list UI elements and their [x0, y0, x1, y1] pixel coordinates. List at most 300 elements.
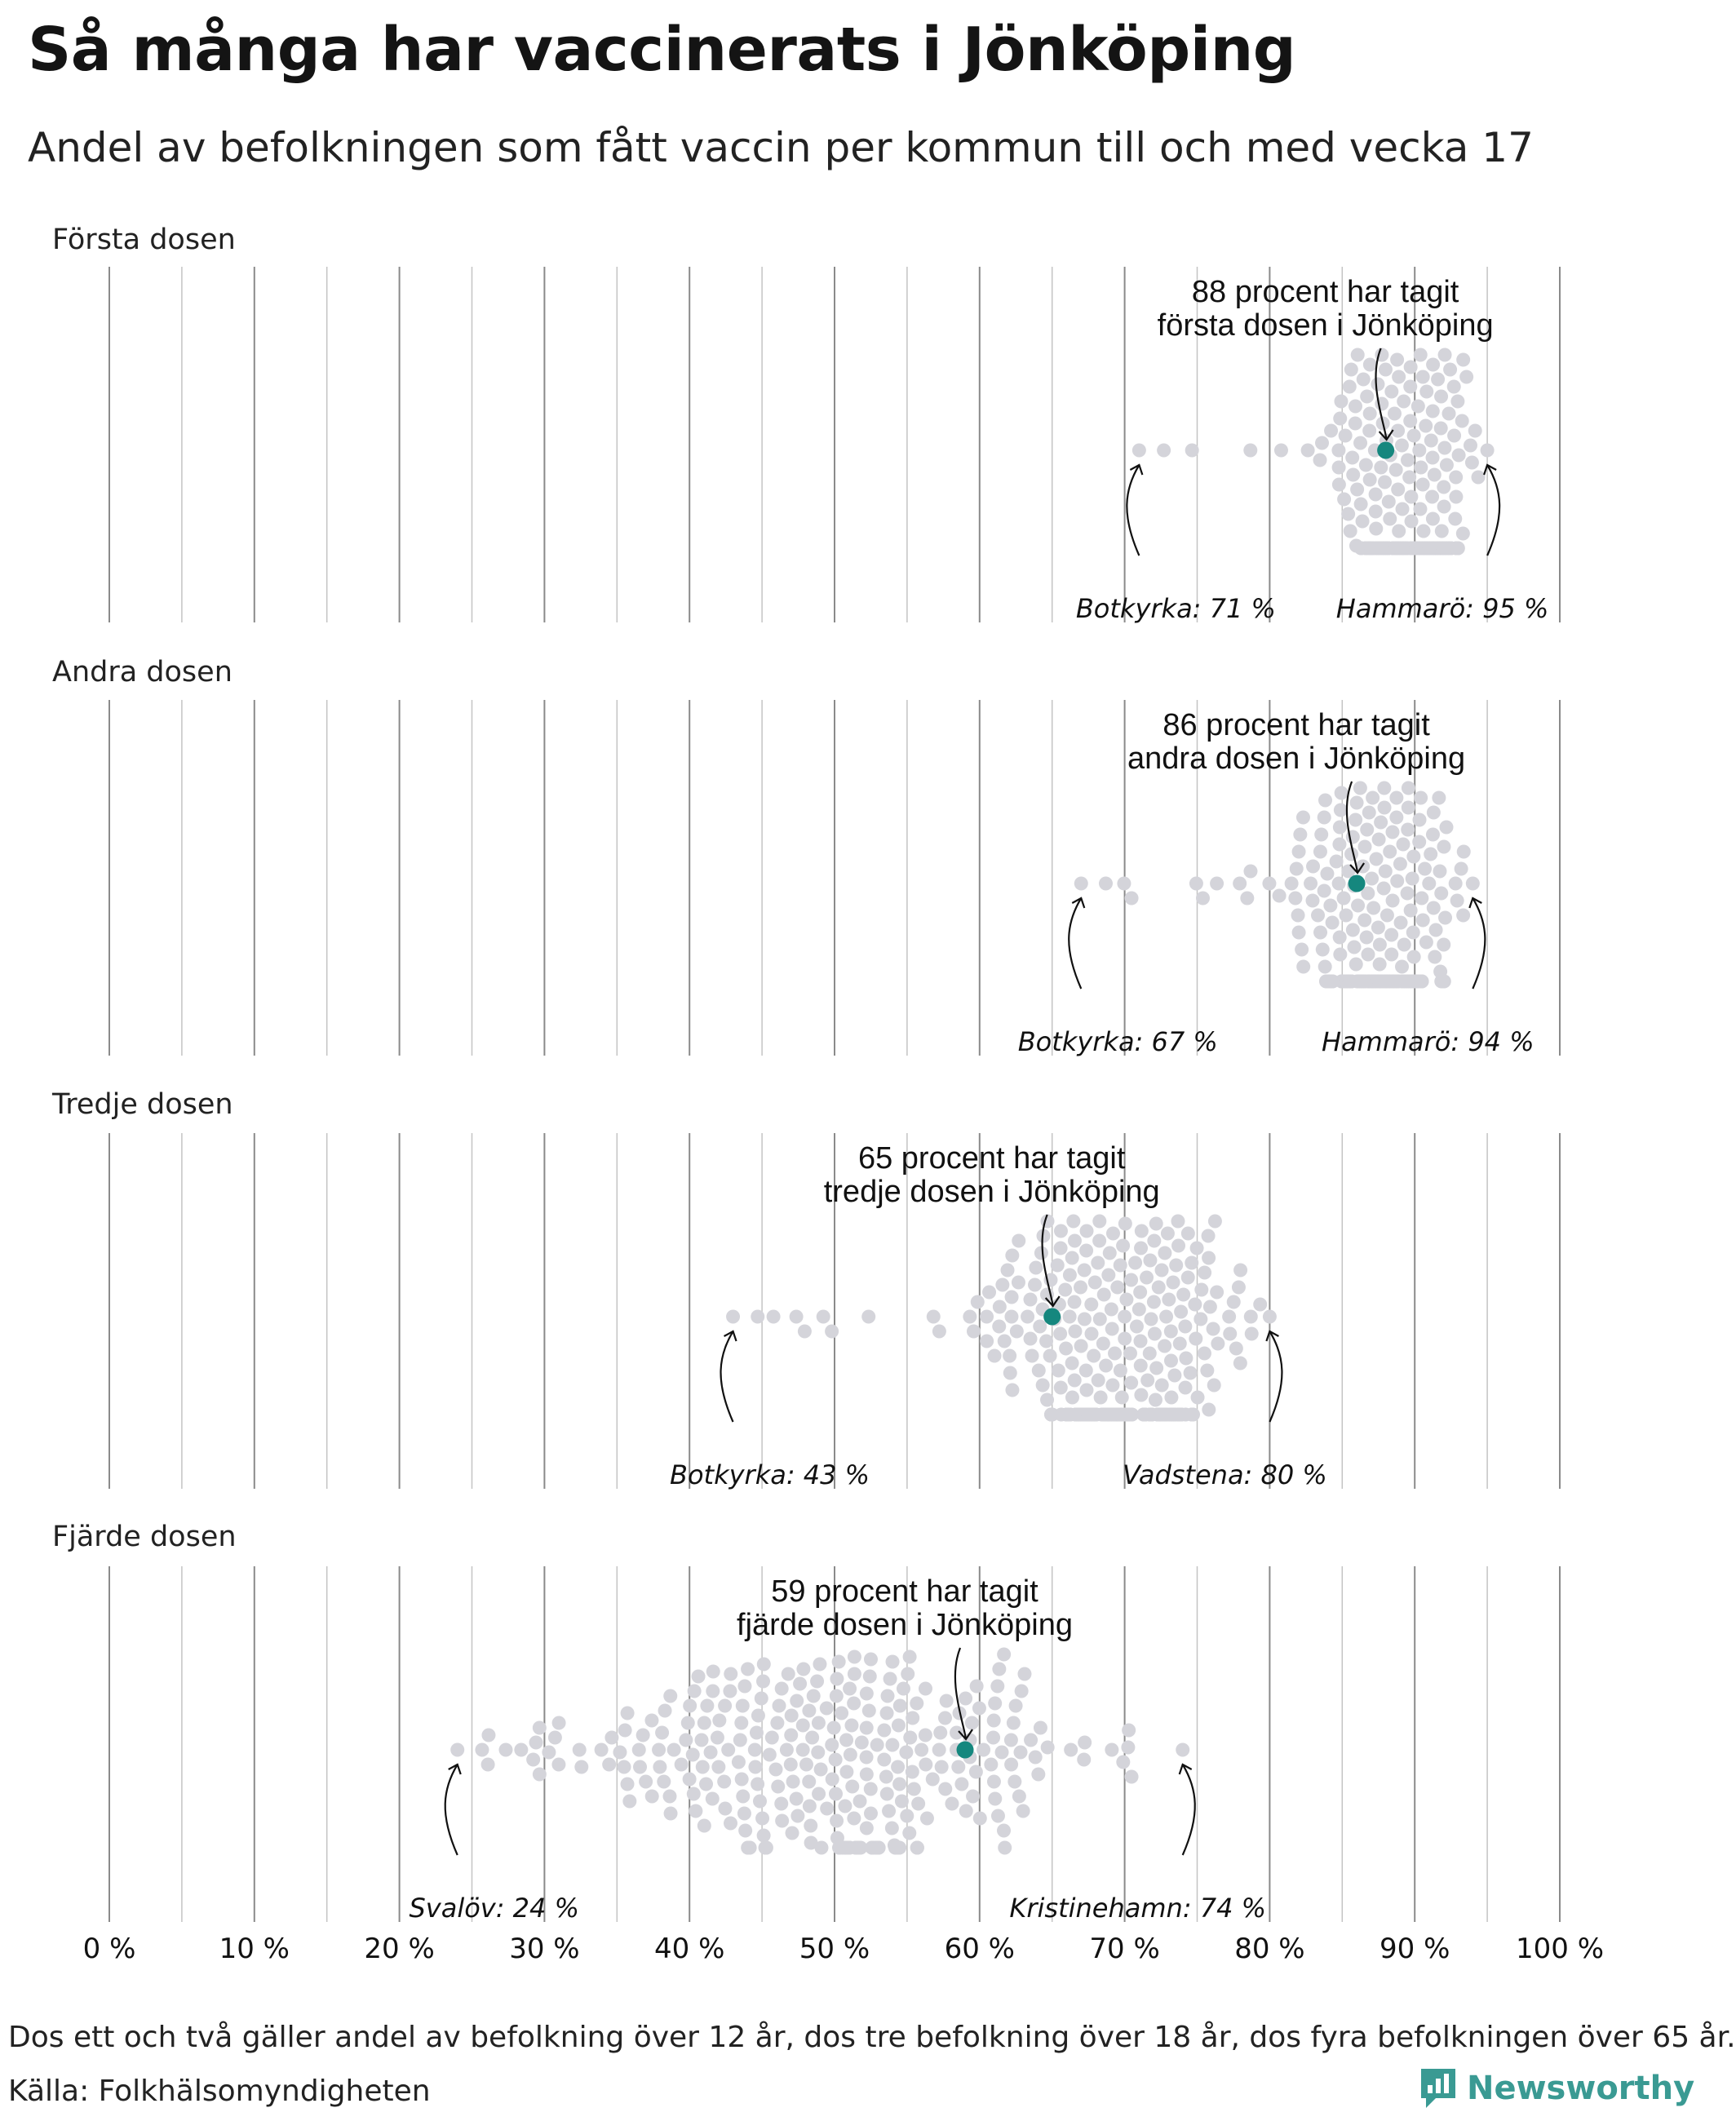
dot	[796, 1663, 810, 1676]
dot	[1040, 1393, 1054, 1407]
dot	[1188, 1298, 1202, 1312]
dot	[663, 1689, 677, 1703]
dot	[1356, 515, 1370, 529]
dot	[706, 1665, 720, 1679]
dot	[884, 1672, 897, 1686]
dot	[1449, 471, 1463, 485]
dot	[987, 1775, 1001, 1789]
dot	[1092, 1234, 1106, 1248]
dot	[825, 1738, 839, 1752]
dot	[1344, 363, 1358, 377]
dot	[971, 1295, 985, 1309]
dot	[1425, 490, 1439, 504]
dot	[1374, 816, 1388, 830]
min-label: Botkyrka: 71 %	[1075, 593, 1276, 624]
dot	[756, 1675, 770, 1689]
dot	[1123, 1347, 1137, 1361]
dot	[1395, 439, 1409, 453]
dot	[919, 1682, 932, 1696]
dot	[1449, 877, 1463, 891]
dot	[1207, 1322, 1220, 1336]
dot	[704, 1746, 718, 1760]
dot	[1366, 901, 1380, 915]
dot	[1332, 461, 1346, 475]
dot	[963, 1310, 976, 1324]
dot	[1004, 1734, 1018, 1747]
dot	[1385, 826, 1399, 839]
dot	[1091, 1256, 1105, 1270]
dot	[604, 1731, 618, 1745]
dot	[796, 1719, 810, 1733]
dot	[736, 1790, 750, 1804]
dot	[785, 1709, 799, 1723]
dot	[767, 1310, 781, 1324]
dot	[1167, 1276, 1180, 1290]
dot	[1437, 840, 1450, 854]
dot	[860, 1822, 874, 1835]
dot	[980, 1335, 994, 1348]
x-tick-label: 20 %	[364, 1933, 435, 1965]
dot	[1135, 1224, 1149, 1238]
dot	[533, 1721, 547, 1735]
dot	[1233, 1264, 1247, 1277]
dot	[1031, 1768, 1045, 1782]
dot	[1350, 483, 1364, 497]
dot	[843, 1682, 857, 1696]
max-dot	[1176, 1743, 1189, 1757]
dot	[1382, 495, 1396, 509]
dot	[1452, 449, 1466, 463]
dot	[807, 1689, 821, 1703]
dot	[1171, 1239, 1185, 1253]
dot	[1380, 909, 1394, 923]
dot	[1318, 811, 1331, 825]
dot	[1114, 1364, 1127, 1378]
dot	[1339, 429, 1353, 443]
dot	[1078, 1264, 1092, 1277]
highlight-dot	[957, 1742, 974, 1759]
dot	[735, 1773, 749, 1787]
dot	[862, 1704, 876, 1718]
dot	[1384, 948, 1398, 962]
dot	[1369, 505, 1383, 519]
dot	[1292, 926, 1306, 940]
dot	[881, 1689, 895, 1703]
dot	[991, 1809, 1005, 1823]
dot	[1349, 958, 1363, 972]
dot	[1401, 823, 1415, 837]
dot	[980, 1310, 994, 1324]
dot	[1288, 892, 1302, 906]
dot	[1066, 1215, 1080, 1229]
dot	[1108, 1347, 1122, 1361]
dot	[1190, 1242, 1204, 1255]
dot	[1222, 1310, 1236, 1324]
max-label: Kristinehamn: 74 %	[1009, 1893, 1267, 1924]
dot	[877, 1724, 891, 1738]
dot	[763, 1748, 777, 1762]
dot	[1331, 444, 1345, 458]
dot	[1068, 1234, 1082, 1248]
dot	[1291, 909, 1305, 923]
dot	[790, 1310, 804, 1324]
dot	[1360, 390, 1374, 404]
dot	[838, 1800, 852, 1813]
dot	[718, 1802, 732, 1816]
dot	[1229, 1342, 1243, 1356]
dot	[595, 1743, 609, 1757]
min-arrow	[721, 1331, 733, 1422]
dot	[1017, 1667, 1031, 1681]
dot	[786, 1827, 799, 1840]
dot	[1145, 1313, 1158, 1326]
dot	[848, 1667, 861, 1681]
dot	[1296, 811, 1310, 825]
dot	[1363, 407, 1377, 421]
dot	[863, 1670, 877, 1684]
dot	[1447, 429, 1461, 443]
dot	[1245, 1327, 1259, 1341]
dot	[780, 1743, 794, 1757]
dot	[938, 1782, 952, 1796]
dot	[973, 1812, 987, 1826]
dot	[667, 1743, 681, 1757]
dot	[1369, 488, 1383, 502]
dot	[1438, 911, 1452, 925]
dot	[1455, 414, 1469, 428]
panel-title: Första dosen	[52, 224, 236, 256]
dot	[1395, 960, 1409, 974]
dot	[1333, 412, 1347, 426]
dot	[1465, 456, 1479, 470]
dot	[1063, 1310, 1077, 1324]
dot	[1117, 877, 1131, 891]
dot	[1232, 1281, 1246, 1295]
dot	[988, 1349, 1002, 1363]
dot	[1005, 1291, 1019, 1304]
dot	[1344, 525, 1357, 538]
dot	[1343, 380, 1357, 394]
dot	[1065, 1357, 1079, 1370]
dot	[1330, 855, 1344, 869]
dot	[689, 1804, 702, 1818]
dot	[1449, 490, 1463, 504]
dot	[853, 1795, 867, 1809]
dot	[1413, 503, 1427, 516]
dot	[951, 1760, 965, 1774]
dot	[1371, 378, 1384, 392]
dot	[1318, 960, 1332, 974]
dot	[732, 1756, 746, 1769]
dot	[812, 1716, 826, 1730]
dot	[1383, 512, 1397, 526]
dot	[1434, 887, 1448, 901]
dot	[829, 1753, 843, 1767]
dot	[1207, 1379, 1221, 1393]
dot	[1323, 899, 1337, 913]
dot	[1087, 1349, 1100, 1363]
dot	[1012, 1234, 1025, 1248]
dot	[1179, 1381, 1193, 1395]
dot	[805, 1731, 819, 1745]
dot	[892, 1841, 906, 1855]
dot	[860, 1687, 874, 1701]
dot	[1290, 862, 1304, 876]
dot	[1348, 813, 1362, 827]
dot	[1374, 461, 1388, 475]
dot	[970, 1680, 984, 1694]
dot	[1176, 1288, 1190, 1302]
min-arrow	[1069, 898, 1081, 989]
dot	[1128, 1256, 1142, 1270]
footnote: Dos ett och två gäller andel av befolkning över 12 år, dos tre befolkning över 18 år, dos fyra befolkningen över 65 år.	[8, 2021, 1736, 2054]
dot	[1360, 931, 1374, 945]
dot	[1412, 835, 1426, 849]
dot	[1296, 960, 1310, 974]
dot	[1092, 1215, 1106, 1229]
dot	[932, 1325, 946, 1339]
dot	[903, 1731, 917, 1745]
dot	[696, 1760, 710, 1774]
dot	[618, 1724, 632, 1738]
min-dot	[1074, 877, 1088, 891]
dot	[895, 1795, 909, 1809]
max-label: Vadstena: 80 %	[1122, 1459, 1327, 1490]
source-note: Källa: Folkhälsomyndigheten	[8, 2075, 431, 2108]
dot	[1392, 370, 1406, 384]
dot	[1428, 950, 1442, 964]
dot	[1362, 424, 1376, 438]
dot	[771, 1780, 785, 1794]
dot	[796, 1743, 810, 1757]
dot	[1435, 525, 1449, 538]
dot	[1378, 801, 1392, 815]
highlight-dot	[1043, 1308, 1061, 1326]
dot	[1366, 791, 1380, 805]
dot	[798, 1325, 812, 1339]
dot	[911, 1797, 925, 1811]
dot	[724, 1817, 737, 1831]
dot	[1106, 1227, 1120, 1241]
dot	[1243, 444, 1257, 458]
dot	[1021, 1310, 1034, 1324]
dot	[748, 1743, 762, 1757]
dot	[988, 1697, 1002, 1711]
dot	[633, 1760, 647, 1774]
dot	[820, 1702, 834, 1716]
dot	[602, 1758, 616, 1772]
dot	[826, 1773, 839, 1787]
dot	[574, 1760, 588, 1774]
dot	[1032, 1364, 1046, 1378]
dot	[1158, 1339, 1171, 1353]
dot	[475, 1743, 489, 1757]
dot	[935, 1760, 949, 1774]
dot	[1054, 1224, 1068, 1238]
dot	[770, 1716, 784, 1730]
dot	[1437, 938, 1450, 952]
min-arrow	[445, 1765, 458, 1855]
dot	[950, 1726, 963, 1740]
dot	[893, 1699, 907, 1713]
dot	[1379, 865, 1393, 879]
dot	[1334, 804, 1348, 817]
dot	[1174, 1305, 1188, 1319]
dot	[1404, 904, 1418, 918]
dot	[1434, 422, 1448, 436]
dot	[945, 1797, 959, 1811]
max-label: Hammarö: 95 %	[1335, 593, 1549, 624]
dot	[1332, 478, 1346, 492]
dot	[1357, 914, 1371, 928]
dot	[734, 1716, 748, 1730]
dot	[900, 1809, 914, 1823]
dot	[992, 1320, 1006, 1334]
dot	[1358, 840, 1372, 854]
dot	[1337, 892, 1351, 906]
dot	[1305, 894, 1319, 908]
dot	[844, 1748, 857, 1762]
min-label: Svalöv: 24 %	[409, 1893, 579, 1924]
dot	[679, 1734, 693, 1747]
dot	[1378, 476, 1392, 489]
dot	[910, 1697, 923, 1711]
dot	[1164, 1391, 1178, 1405]
dot	[1181, 1227, 1195, 1241]
dot	[1347, 941, 1361, 954]
dot	[1365, 872, 1379, 886]
dot	[1332, 838, 1346, 852]
dot	[790, 1792, 804, 1806]
dot	[1196, 892, 1210, 906]
dot	[1103, 1246, 1117, 1260]
dot	[835, 1707, 848, 1720]
dot	[1008, 1775, 1021, 1789]
dot	[1005, 1249, 1019, 1263]
dot	[774, 1797, 788, 1811]
dot	[573, 1743, 587, 1757]
dot	[885, 1822, 899, 1835]
dot	[860, 1751, 874, 1765]
dot	[699, 1778, 713, 1791]
dot	[1029, 1261, 1043, 1275]
dot	[1384, 385, 1398, 399]
dot	[1447, 380, 1461, 394]
dot	[757, 1829, 771, 1843]
dot	[864, 1782, 878, 1796]
dot	[1140, 1374, 1154, 1388]
dot	[1063, 1269, 1077, 1282]
dot	[969, 1765, 983, 1779]
dot	[1384, 928, 1398, 942]
x-tick-label: 40 %	[654, 1933, 725, 1965]
dot	[1149, 1217, 1163, 1231]
dot	[683, 1699, 697, 1713]
dot	[1406, 872, 1419, 886]
dot	[1065, 1391, 1079, 1405]
dot	[1184, 1366, 1198, 1380]
dot	[1320, 867, 1334, 881]
dot	[1223, 1327, 1237, 1341]
dot	[1198, 1347, 1211, 1361]
dot	[481, 1729, 495, 1742]
dot	[998, 1841, 1012, 1855]
dot	[1354, 498, 1368, 511]
max-arrow	[1472, 898, 1485, 989]
dot	[653, 1760, 666, 1774]
dot	[1472, 471, 1486, 485]
dot	[1391, 483, 1405, 497]
dot	[829, 1787, 843, 1801]
max-arrow	[1487, 465, 1499, 556]
dot	[1351, 348, 1365, 362]
dot	[1304, 877, 1318, 891]
dot	[1097, 1288, 1111, 1302]
dot	[1101, 1269, 1115, 1282]
dot	[1273, 889, 1286, 903]
dot	[617, 1760, 631, 1774]
dot	[1315, 436, 1329, 450]
dot	[1124, 1376, 1138, 1390]
dot	[1010, 1325, 1024, 1339]
dot	[1411, 400, 1425, 414]
dot	[967, 1325, 981, 1339]
dot	[1185, 444, 1199, 458]
dot	[1119, 1293, 1133, 1307]
dot	[481, 1758, 495, 1772]
dot	[802, 1775, 816, 1789]
dot	[903, 1650, 917, 1664]
dot	[751, 1778, 764, 1791]
dot	[987, 1714, 1001, 1728]
dot	[1443, 363, 1457, 377]
dot	[1353, 436, 1367, 450]
dot	[988, 1792, 1002, 1806]
dot	[803, 1800, 817, 1813]
chart-subtitle: Andel av befolkningen som fått vaccin per kommun till och med vecka 17	[28, 124, 1534, 171]
dot	[1424, 848, 1437, 861]
dot	[1118, 1332, 1132, 1346]
dot	[1004, 1310, 1018, 1324]
dot	[757, 1658, 771, 1672]
dot	[1437, 480, 1450, 494]
dot	[814, 1763, 828, 1777]
dot	[1386, 894, 1400, 908]
dot	[1396, 503, 1410, 516]
dot	[940, 1694, 954, 1708]
dot	[751, 1709, 765, 1723]
dot	[906, 1765, 919, 1779]
dot	[1437, 441, 1451, 455]
dot	[1457, 845, 1471, 859]
dot	[1200, 1364, 1214, 1378]
dot	[1403, 414, 1417, 428]
dot	[1003, 1366, 1017, 1380]
dot	[1431, 373, 1445, 387]
dot	[1033, 1320, 1047, 1334]
dot	[1203, 1300, 1217, 1314]
dot	[1074, 1339, 1088, 1353]
dot	[1164, 1354, 1178, 1368]
dot	[1024, 1734, 1038, 1747]
dot	[1426, 358, 1440, 372]
dot	[804, 1819, 817, 1833]
dot	[1405, 515, 1419, 529]
dot	[1054, 1381, 1068, 1395]
dot	[1346, 468, 1360, 482]
dot	[686, 1748, 700, 1762]
dot	[1053, 1327, 1067, 1341]
